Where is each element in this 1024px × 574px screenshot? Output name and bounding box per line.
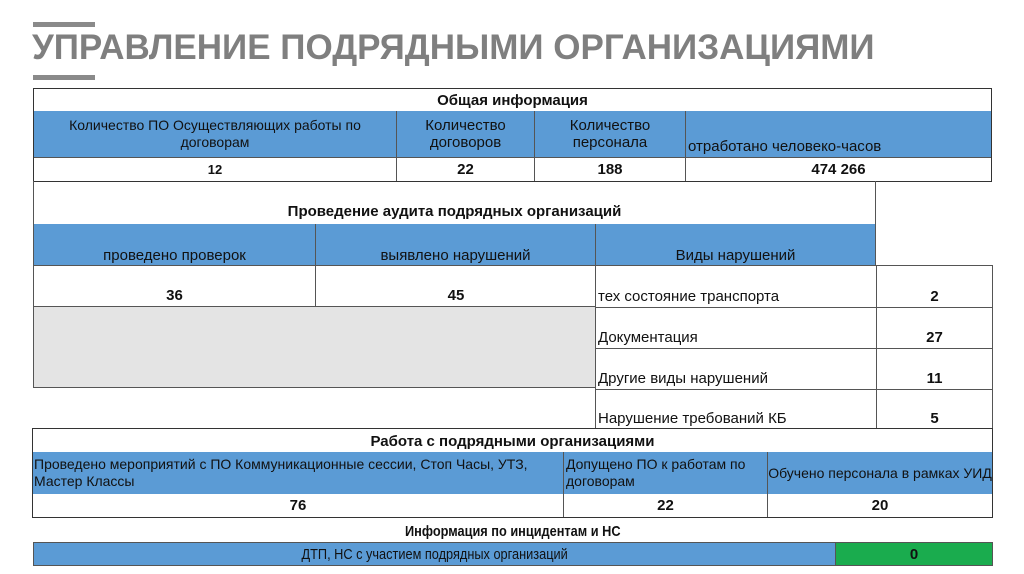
value-contracts-count: 22	[396, 157, 534, 181]
header-checks-done: проведено проверок	[33, 224, 315, 266]
violation-type-count: 11	[876, 348, 993, 389]
value-violations-found: 45	[315, 265, 596, 307]
value-checks-done: 36	[33, 265, 315, 307]
header-events-held: Проведено мероприятий с ПО Коммуникационные сессии, Стоп Часы, УТЗ, Мастер Классы	[33, 452, 563, 494]
incidents-heading: Информация по инцидентам и НС	[404, 522, 621, 540]
header-contractors-count: Количество ПО Осуществляющих работы по договорам	[34, 111, 396, 157]
violation-type-label: Документация	[595, 307, 876, 348]
value-events-held: 76	[289, 497, 307, 514]
audit-heading: Проведение аудита подрядных организаций	[287, 202, 622, 220]
header-personnel-trained: Обучено персонала в рамках УИД	[767, 452, 992, 494]
violation-type-count: 5	[876, 389, 993, 429]
violation-type-count: 2	[876, 265, 993, 307]
incidents-value: 0	[835, 542, 993, 566]
value-personnel-trained: 20	[767, 494, 992, 517]
violation-type-count: 27	[876, 307, 993, 348]
value-personnel-count: 188	[534, 157, 685, 181]
header-contractors-admitted: Допущено ПО к работам по договорам	[563, 452, 767, 494]
value-contractors-admitted: 22	[563, 494, 767, 517]
value-contractors-count: 12	[34, 157, 396, 181]
empty-gray-block	[33, 307, 596, 388]
violation-type-label: тех состояние транспорта	[595, 265, 876, 307]
header-personnel-count: Количество персонала	[534, 111, 685, 157]
general-info-heading: Общая информация	[437, 91, 588, 109]
work-heading: Работа с подрядными организациями	[370, 432, 655, 450]
value-man-hours: 474 266	[685, 157, 991, 181]
header-man-hours: отработано человеко-часов	[685, 111, 991, 157]
incidents-label: ДТП, НС с участием подрядных организаций	[33, 542, 835, 566]
header-violation-types: Виды нарушений	[595, 224, 876, 266]
header-contracts-count: Количество договоров	[396, 111, 534, 157]
header-violations-found: выявлено нарушений	[315, 224, 595, 266]
title-top-bar	[33, 22, 95, 27]
violation-type-label: Нарушение требований КБ	[595, 389, 876, 429]
violation-type-label: Другие виды нарушений	[595, 348, 876, 389]
page-title: УПРАВЛЕНИЕ ПОДРЯДНЫМИ ОРГАНИЗАЦИЯМИ	[32, 28, 875, 67]
title-bottom-bar	[33, 75, 95, 80]
